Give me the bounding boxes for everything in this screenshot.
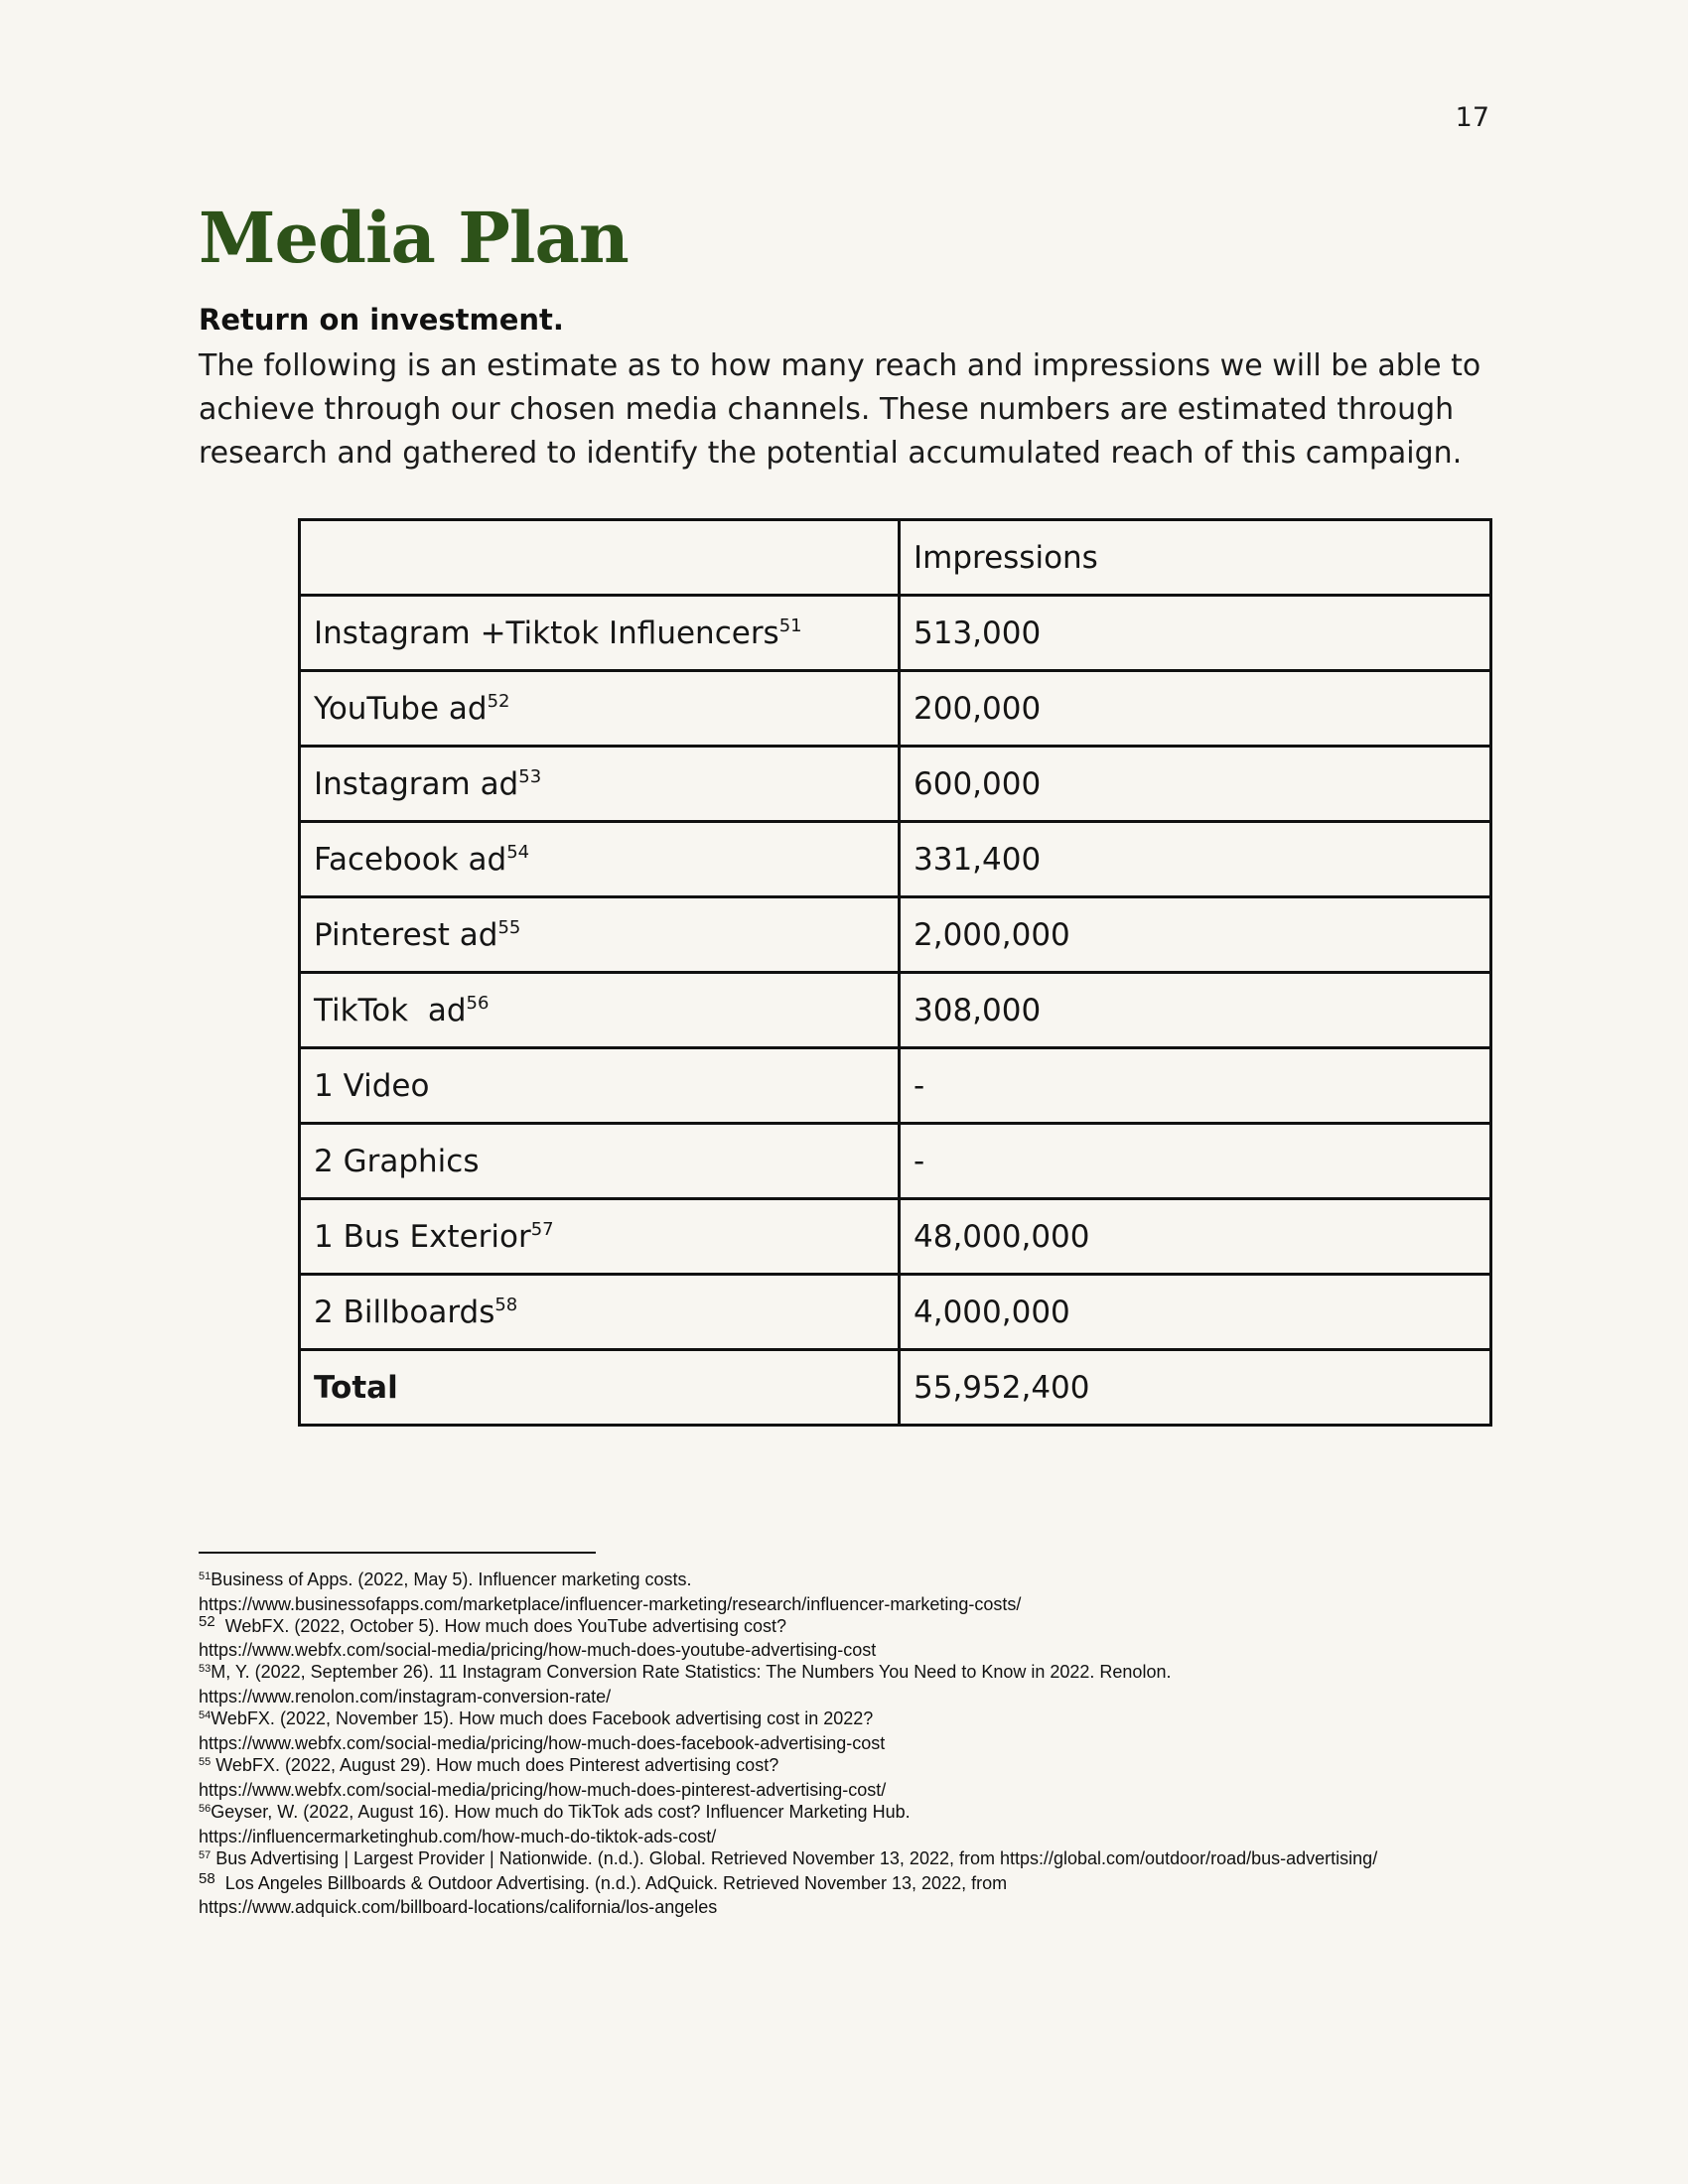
- footnote: [199, 1661, 1489, 1707]
- table-row: [300, 1199, 1491, 1275]
- section-subheading: Return on investment.: [199, 303, 564, 337]
- channel-name: 2 Graphics: [314, 1143, 480, 1179]
- footnote: [199, 1801, 1489, 1847]
- channel-name: TikTok ad: [314, 992, 467, 1028]
- footnote-ref: 55: [497, 916, 521, 938]
- footnote-number: 58: [199, 1870, 215, 1887]
- intro-line: The following is an estimate as to how many reach and impressions we will be able to: [199, 348, 1481, 383]
- footnote-number: 54: [199, 1709, 211, 1721]
- footnote-text: WebFX. (2022, November 15). How much does Facebook advertising cost in 2022?: [211, 1708, 874, 1728]
- channel-cell: [300, 747, 900, 822]
- footnotes: [199, 1569, 1489, 1918]
- channel-cell: [300, 822, 900, 897]
- channel-name: Instagram +Tiktok Influencers: [314, 614, 779, 651]
- footnote-number: 56: [199, 1803, 211, 1815]
- channel-name: Instagram ad: [314, 765, 519, 802]
- table-row: [300, 1048, 1491, 1124]
- footnote-text: Los Angeles Billboards & Outdoor Advertising. (n.d.). AdQuick. Retrieved November 13, 2022, from: [214, 1873, 1008, 1893]
- footnote-url: https://www.businessofapps.com/marketplace/influencer-marketing/research/influencer-marketing-costs/: [199, 1594, 1022, 1614]
- table-row: [300, 973, 1491, 1048]
- channel-cell: [300, 1199, 900, 1275]
- channel-cell: [300, 596, 900, 671]
- intro-paragraph: [199, 344, 1489, 476]
- channel-name: 1 Bus Exterior: [314, 1218, 531, 1255]
- impressions-cell: 600,000: [900, 747, 1491, 822]
- footnote-url: https://www.renolon.com/instagram-conversion-rate/: [199, 1687, 612, 1706]
- table-row: [300, 747, 1491, 822]
- channel-name: YouTube ad: [314, 690, 488, 727]
- channel-cell: [300, 1275, 900, 1350]
- footnote-text: WebFX. (2022, October 5). How much does YouTube advertising cost?: [214, 1616, 786, 1636]
- footnote-text: WebFX. (2022, August 29). How much does Pinterest advertising cost?: [211, 1755, 779, 1775]
- impressions-cell: -: [900, 1124, 1491, 1199]
- total-label: Total: [300, 1350, 900, 1426]
- footnote-url: https://www.webfx.com/social-media/pricing/how-much-does-youtube-advertising-cost: [199, 1640, 877, 1660]
- channel-cell: [300, 897, 900, 973]
- footnote-text: Geyser, W. (2022, August 16). How much do TikTok ads cost? Influencer Marketing Hub.: [211, 1802, 911, 1822]
- footnote-ref: 52: [487, 690, 510, 712]
- footnote: [199, 1754, 1489, 1801]
- footnote: [199, 1569, 1489, 1615]
- footnote-ref: 58: [494, 1294, 518, 1315]
- footnote-ref: 53: [518, 765, 542, 787]
- footnote-ref: 56: [466, 992, 490, 1014]
- impressions-cell: 48,000,000: [900, 1199, 1491, 1275]
- channel-name: Pinterest ad: [314, 916, 498, 953]
- impressions-cell: 2,000,000: [900, 897, 1491, 973]
- footnote-ref: 51: [778, 614, 802, 636]
- footnote-ref: 57: [530, 1218, 554, 1240]
- footnote-divider: [199, 1552, 596, 1554]
- impressions-cell: 200,000: [900, 671, 1491, 747]
- footnote-text: M, Y. (2022, September 26). 11 Instagram Conversion Rate Statistics: The Numbers You Need to Know in 2022. Renolon.: [211, 1662, 1172, 1682]
- footnote-number: 55: [199, 1756, 211, 1768]
- channel-cell: [300, 1048, 900, 1124]
- table-row: [300, 897, 1491, 973]
- impressions-cell: 308,000: [900, 973, 1491, 1048]
- intro-line: research and gathered to identify the potential accumulated reach of this campaign.: [199, 436, 1463, 471]
- footnote: [199, 1847, 1489, 1872]
- impressions-cell: 513,000: [900, 596, 1491, 671]
- footnote-number: 53: [199, 1663, 211, 1675]
- table-row: [300, 1275, 1491, 1350]
- media-plan-table: [298, 518, 1492, 1427]
- footnote-text: Business of Apps. (2022, May 5). Influencer marketing costs.: [211, 1570, 692, 1589]
- channel-cell: [300, 973, 900, 1048]
- header-cell-channel: [300, 520, 900, 596]
- table-total-row: [300, 1350, 1491, 1426]
- page-number: 17: [1455, 102, 1489, 133]
- footnote: [199, 1615, 1489, 1661]
- footnote-url: https://www.adquick.com/billboard-locations/california/los-angeles: [199, 1897, 718, 1917]
- table-row: [300, 1124, 1491, 1199]
- footnote-url: https://influencermarketinghub.com/how-much-do-tiktok-ads-cost/: [199, 1827, 717, 1846]
- intro-line: achieve through our chosen media channels. These numbers are estimated through: [199, 392, 1455, 427]
- impressions-cell: 331,400: [900, 822, 1491, 897]
- total-impressions: 55,952,400: [900, 1350, 1491, 1426]
- channel-name: 1 Video: [314, 1067, 430, 1104]
- footnote-number: 57: [199, 1849, 211, 1861]
- channel-cell: [300, 1124, 900, 1199]
- channel-name: Facebook ad: [314, 841, 507, 878]
- footnote: [199, 1872, 1489, 1918]
- footnote-number: 52: [199, 1613, 215, 1630]
- footnote-text: Bus Advertising | Largest Provider | Nationwide. (n.d.). Global. Retrieved November 13, 2022, from https://global.com/outdoor/road/bus-advertising/: [211, 1848, 1378, 1868]
- footnote-ref: 54: [506, 841, 530, 863]
- footnote-url: https://www.webfx.com/social-media/pricing/how-much-does-facebook-advertising-cost: [199, 1733, 886, 1753]
- table-row: [300, 596, 1491, 671]
- channel-name: 2 Billboards: [314, 1294, 495, 1330]
- footnote: [199, 1707, 1489, 1754]
- table-row: [300, 822, 1491, 897]
- footnote-number: 51: [199, 1570, 211, 1582]
- page-title: Media Plan: [199, 197, 629, 279]
- channel-cell: [300, 671, 900, 747]
- impressions-cell: 4,000,000: [900, 1275, 1491, 1350]
- table-header-row: [300, 520, 1491, 596]
- footnote-url: https://www.webfx.com/social-media/pricing/how-much-does-pinterest-advertising-cost/: [199, 1780, 887, 1800]
- impressions-cell: -: [900, 1048, 1491, 1124]
- table-row: [300, 671, 1491, 747]
- header-cell-impressions: Impressions: [900, 520, 1491, 596]
